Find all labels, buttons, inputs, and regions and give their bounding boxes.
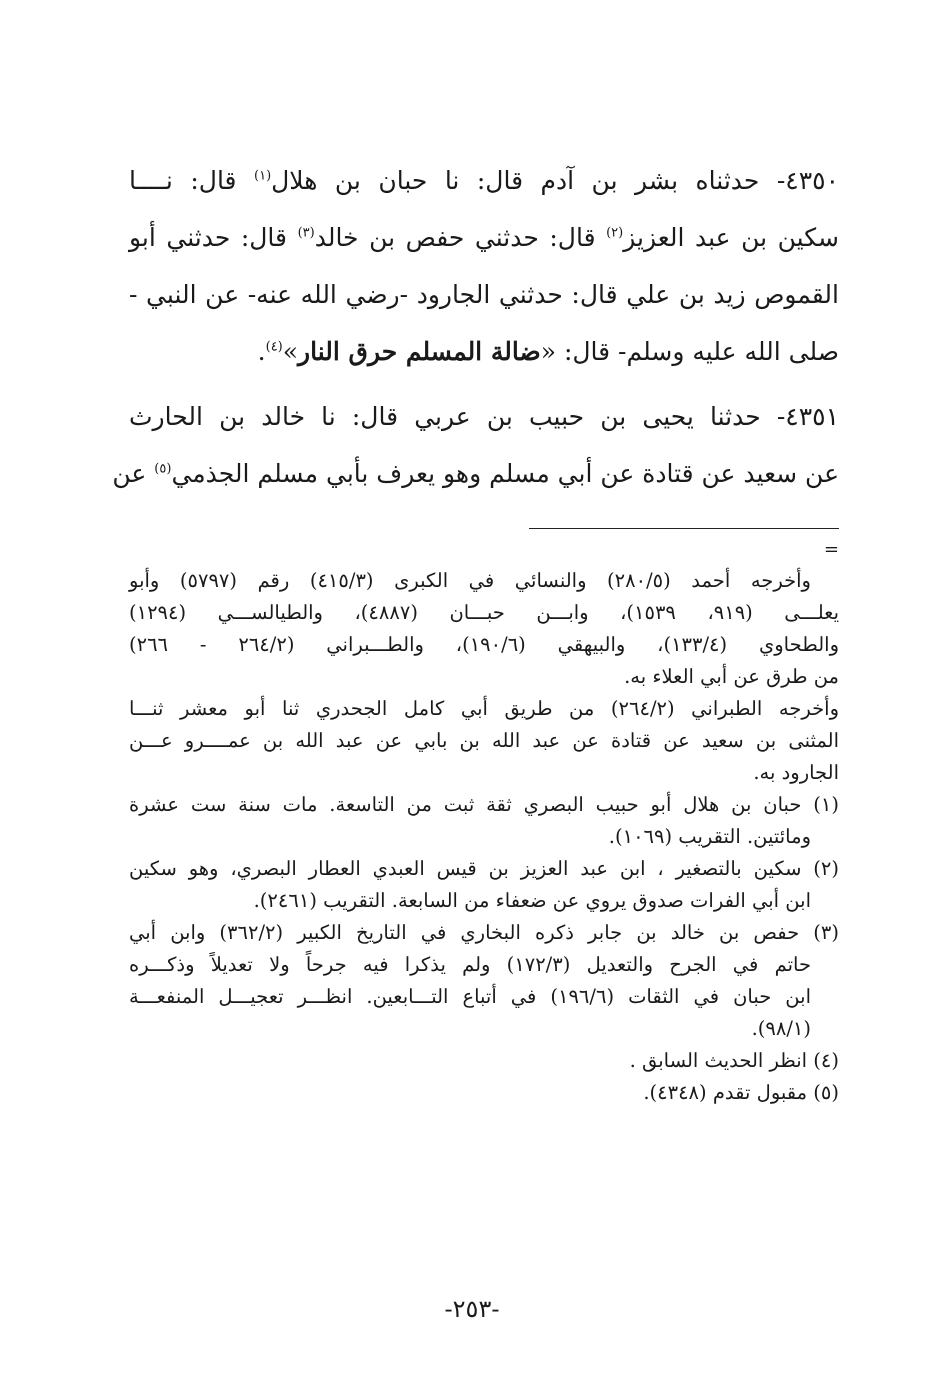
hadith-number: ٤٣٥٠ — [785, 166, 839, 195]
footnote-3-cont: حاتم في الجرح والتعديل (١٧٢/٣) ولم يذكرا فيه جرحاً ولا تعديلاً وذكـــره — [129, 953, 811, 976]
footnote-ref: (٥) — [154, 461, 172, 477]
hadith-4350-line-3: القموص زيد بن علي قال: حدثني الجارود -رضي الله عنه- عن النبي - — [129, 280, 839, 309]
footnote-1-cont: ومائتين. التقريب (١٠٦٩). — [608, 825, 811, 848]
footnote-separator — [529, 528, 839, 529]
footnote-3: (٣) حفص بن خالد بن جابر ذكره البخاري في التاريخ الكبير (٣٦٢/٢) وابن أبي — [129, 921, 839, 944]
footnote-ref: (٣) — [297, 225, 315, 241]
footnote-ref: (٤) — [265, 339, 283, 355]
footnote-line: يعلـــى (٩١٩، ١٥٣٩)، وابـــن حبـــان (٤٨٨٧)، والطيالســـي (١٢٩٤) — [129, 601, 839, 624]
hadith-4351-line-2: عن سعيد عن قتادة عن أبي مسلم وهو يعرف بأبي مسلم الجذمي$^{(٥)}$ عن — [112, 459, 839, 488]
hadith-number: ٤٣٥١ — [785, 402, 839, 431]
footnote-ref: (١) — [254, 168, 272, 184]
footnote-5: (٥) مقبول تقدم (٤٣٤٨). — [643, 1081, 839, 1104]
hadith-4350-line-2: سكين بن عبد العزيز$^{(٢)}$ قال: حدثني حفص بن خالد$^{(٣)}$ قال: حدثني أبو — [129, 223, 839, 252]
footnote-2: (٢) سكين بالتصغير ، ابن عبد العزيز بن قيس العبدي العطار البصري، وهو سكين — [129, 857, 839, 880]
footnote-4: (٤) انظر الحديث السابق . — [629, 1049, 839, 1072]
footnote-2-cont: ابن أبي الفرات صدوق يروي عن ضعفاء من السابعة. التقريب (٢٤٦١). — [253, 889, 811, 912]
footnote-1: (١) حبان بن هلال أبو حبيب البصري ثقة ثبت من التاسعة. مات سنة ست عشرة — [129, 793, 839, 816]
footnote-line: والطحاوي (١٣٣/٤)، والبيهقي (١٩٠/٦)، والطـــبراني (٢٦٤/٢ - ٢٦٦) — [129, 633, 839, 656]
footnote-ref: (٢) — [606, 225, 624, 241]
page-number: -٢٥٣- — [444, 1295, 500, 1323]
continuation-mark: = — [823, 539, 839, 560]
footnote-3-cont: (٩٨/١). — [751, 1017, 811, 1040]
hadith-4350-line-1: ٤٣٥٠- حدثناه بشر بن آدم قال: نا حبان بن هلال$^{(١)}$ قال: نــــا — [129, 166, 839, 195]
footnotes — [129, 565, 839, 1109]
footnote-line: الجارود به. — [753, 761, 839, 784]
hadith-4350-line-4: صلى الله عليه وسلم- قال: «ضالة المسلم حرق النار»$^{(٤)}$. — [257, 337, 839, 366]
footnote-3-cont: ابن حبان في الثقات (١٩٦/٦) في أتباع التـــابعين. انظـــر تعجيـــل المنفعـــة — [129, 985, 811, 1008]
footnote-line: وأخرجه أحمد (٢٨٠/٥) والنسائي في الكبرى (٤١٥/٣) رقم (٥٧٩٧) وأبو — [129, 569, 811, 592]
hadith-text-bold: ضالة المسلم حرق النار — [298, 337, 541, 366]
footnote-line: وأخرجه الطبراني (٢٦٤/٢) من طريق أبي كامل الجحدري ثنا أبو معشر ثنـــا — [129, 697, 839, 720]
footnote-line: من طرق عن أبي العلاء به. — [624, 665, 839, 688]
footnote-line: المثنى بن سعيد عن قتادة عن عبد الله بن بابي عن عبد الله بن عمــــرو عـــن — [129, 729, 839, 752]
main-text — [112, 152, 839, 502]
hadith-4351-line-1: ٤٣٥١- حدثنا يحيى بن حبيب بن عربي قال: نا خالد بن الحارث — [129, 402, 839, 431]
